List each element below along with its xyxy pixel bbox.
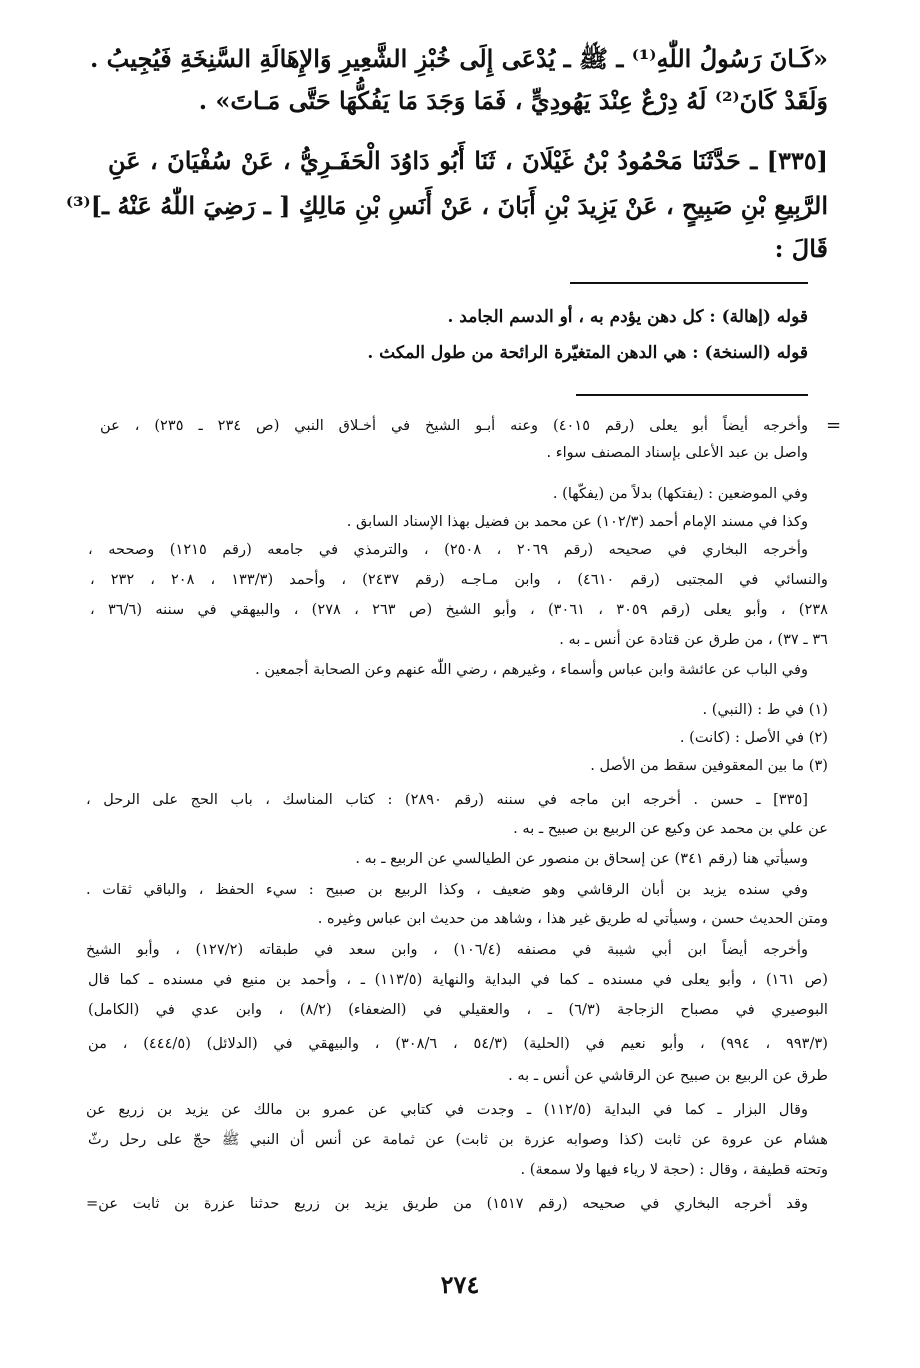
footnote-3: (٣) ما بين المعقوفين سقط من الأصل . [590,757,828,774]
footnote-line: وفي سنده يزيد بن أبان الرقاشي وهو ضعيف ، وكذا الربيع بن صبيح : سيء الحفظ ، والباقي ثقات . [86,881,808,898]
hadith-335-line-1: [٣٣٥] ـ حَدَّثَنَا مَحْمُودُ بْنُ غَيْلَانَ ، ثَنَا أَبُو دَاوُدَ الْحَفَـرِيُّ ، عَنْ سُفْيَانَ ، عَنِ [108,146,829,175]
footnote-line: وأخرجه أيضاً أبو يعلى (رقم ٤٠١٥) وعنه أبـو الشيخ في أخـلاق النبي (ص ٢٣٤ ـ ٢٣٥) ، عن [100,417,808,434]
main-text-line-1: «كَـانَ رَسُولُ اللّٰهِ⁽¹⁾ ـ ﷺ ـ يُدْعَى إِلَى خُبْزِ الشَّعِيرِ وَالإِهَالَةِ السَّنِخَةِ فَيُجِيبُ . [89,44,828,73]
footnote-line: وتحته قطيفة ، وقال : (حجة لا رياء فيها ولا سمعة) . [520,1161,828,1178]
footnote-line: وسيأتي هنا (رقم ٣٤١) عن إسحاق بن منصور عن الطيالسي عن الربيع ـ به . [355,850,808,867]
gloss-ihala: قوله (إهالة) : كل دهن يؤدم به ، أو الدسم الجامد . [447,307,808,327]
footnote-line: وكذا في مسند الإمام أحمد (١٠٢/٣) عن محمد بن فضيل بهذا الإسناد السابق . [346,513,808,530]
footnote-1: (١) في ط : (النبي) . [702,701,828,718]
footnote-line: ٢٣٨) ، وأبو يعلى (رقم ٣٠٥٩ ، ٣٠٦١) ، وأبو الشيخ (ص ٢٦٣ ، ٢٧٨) ، والبيهقي في سننه (٣٦/٦ ، [90,601,828,618]
footnote-line: والنسائي في المجتبى (رقم ٤٦١٠) ، وابن مـاجـه (رقم ٢٤٣٧) ، وأحمد (١٣٣/٣ ، ٢٠٨ ، ٢٣٢ ، [90,571,828,588]
footnote-line: (٩٩٣/٣ ، ٩٩٤) ، وأبو نعيم في (الحلية) (٥٤/٣ ، ٣٠٨/٦) ، والبيهقي في (الدلائل) (٤٤٤/٥) ، من [88,1035,828,1052]
page-number: ٢٧٤ [440,1270,480,1299]
footnote-line: وأخرجه البخاري في صحيحه (رقم ٢٠٦٩ ، ٢٥٠٨) ، والترمذي في جامعه (رقم ١٢١٥) وصححه ، [88,541,808,558]
footnote-line: عن علي بن محمد عن وكيع عن الربيع بن صبيح ـ به . [513,820,828,837]
gloss-sanikha: قوله (السنخة) : هي الدهن المتغيّرة الرائحة من طول المكث . [367,343,808,363]
continuation-marker: = [826,415,842,436]
footnote-line: وقال البزار ـ كما في البداية (١١٢/٥) ـ وجدت في كتابي عن عمرو بن مالك عن يزيد بن زريع عن [86,1101,808,1118]
footnote-line: (ص ١٦١) ، وأبو يعلى في مسنده ـ كما في البداية والنهاية (١١٣/٥) ـ ، وأحمد بن منيع في مسنده ـ كما قال [88,971,829,988]
footnote-line: هشام عن عروة عن ثابت (كذا وصوابه عزرة بن ثابت) عن ثمامة عن أنس أن النبي ﷺ حجّ على رحل رثّ [88,1131,828,1148]
hadith-335-line-3: قَالَ : [774,234,828,263]
hadith-335-line-2: الرَّبِيعِ بْنِ صَبِيحٍ ، عَنْ يَزِيدَ بْنِ أَبَانَ ، عَنْ أَنَسِ بْنِ مَالِكٍ [ ـ رَضِيَ اللّٰهُ عَنْهُ ـ]⁽³⁾ [65,191,828,220]
footnote-line: وأخرجه أيضاً ابن أبي شيبة في مصنفه (١٠٦/٤) ، وابن سعد في طبقاته (١٢٧/٢) ، وأبو الشيخ [86,941,808,958]
main-text-line-2: وَلَقَدْ كَانَ⁽²⁾ لَهُ دِرْعٌ عِنْدَ يَهُودِيٍّ ، فَمَا وَجَدَ مَا يَفُكُّهَا حَتَّى مَـاتَ» . [198,86,828,115]
footnote-line: طرق عن الربيع بن صبيح عن الرقاشي عن أنس ـ به . [508,1067,828,1084]
footnote-2: (٢) في الأصل : (كانت) . [679,729,828,746]
footnote-line: ومتن الحديث حسن ، وسيأتي له طريق غير هذا ، وشاهد من حديث ابن عباس وغيره . [317,910,828,927]
takhrij-335-header: [٣٣٥] ـ حسن . أخرجه ابن ماجه في سننه (رقم ٢٨٩٠) : كتاب المناسك ، باب الحج على الرحل ، [86,791,808,808]
footnote-divider [576,394,808,396]
footnote-line: البوصيري في مصباح الزجاجة (٦/٣) ـ ، والعقيلي في (الضعفاء) (٨/٢) ، وابن عدي في (الكامل) [88,1001,828,1018]
footnote-line: وفي الموضعين : (يفتكها) بدلاً من (يفكّها) . [552,485,808,502]
footnote-line: وفي الباب عن عائشة وابن عباس وأسماء ، وغيرهم ، رضي اللّٰه عنهم وعن الصحابة أجمعين . [255,661,808,678]
gloss-divider [570,282,808,284]
footnote-line: وقد أخرجه البخاري في صحيحه (رقم ١٥١٧) من طريق يزيد بن زريع حدثنا عزرة بن ثابت عن= [86,1195,808,1212]
footnote-line: واصل بن عبد الأعلى بإسناد المصنف سواء . [546,444,808,461]
footnote-line: ٣٦ ـ ٣٧) ، من طرق عن قتادة عن أنس ـ به . [559,631,828,648]
